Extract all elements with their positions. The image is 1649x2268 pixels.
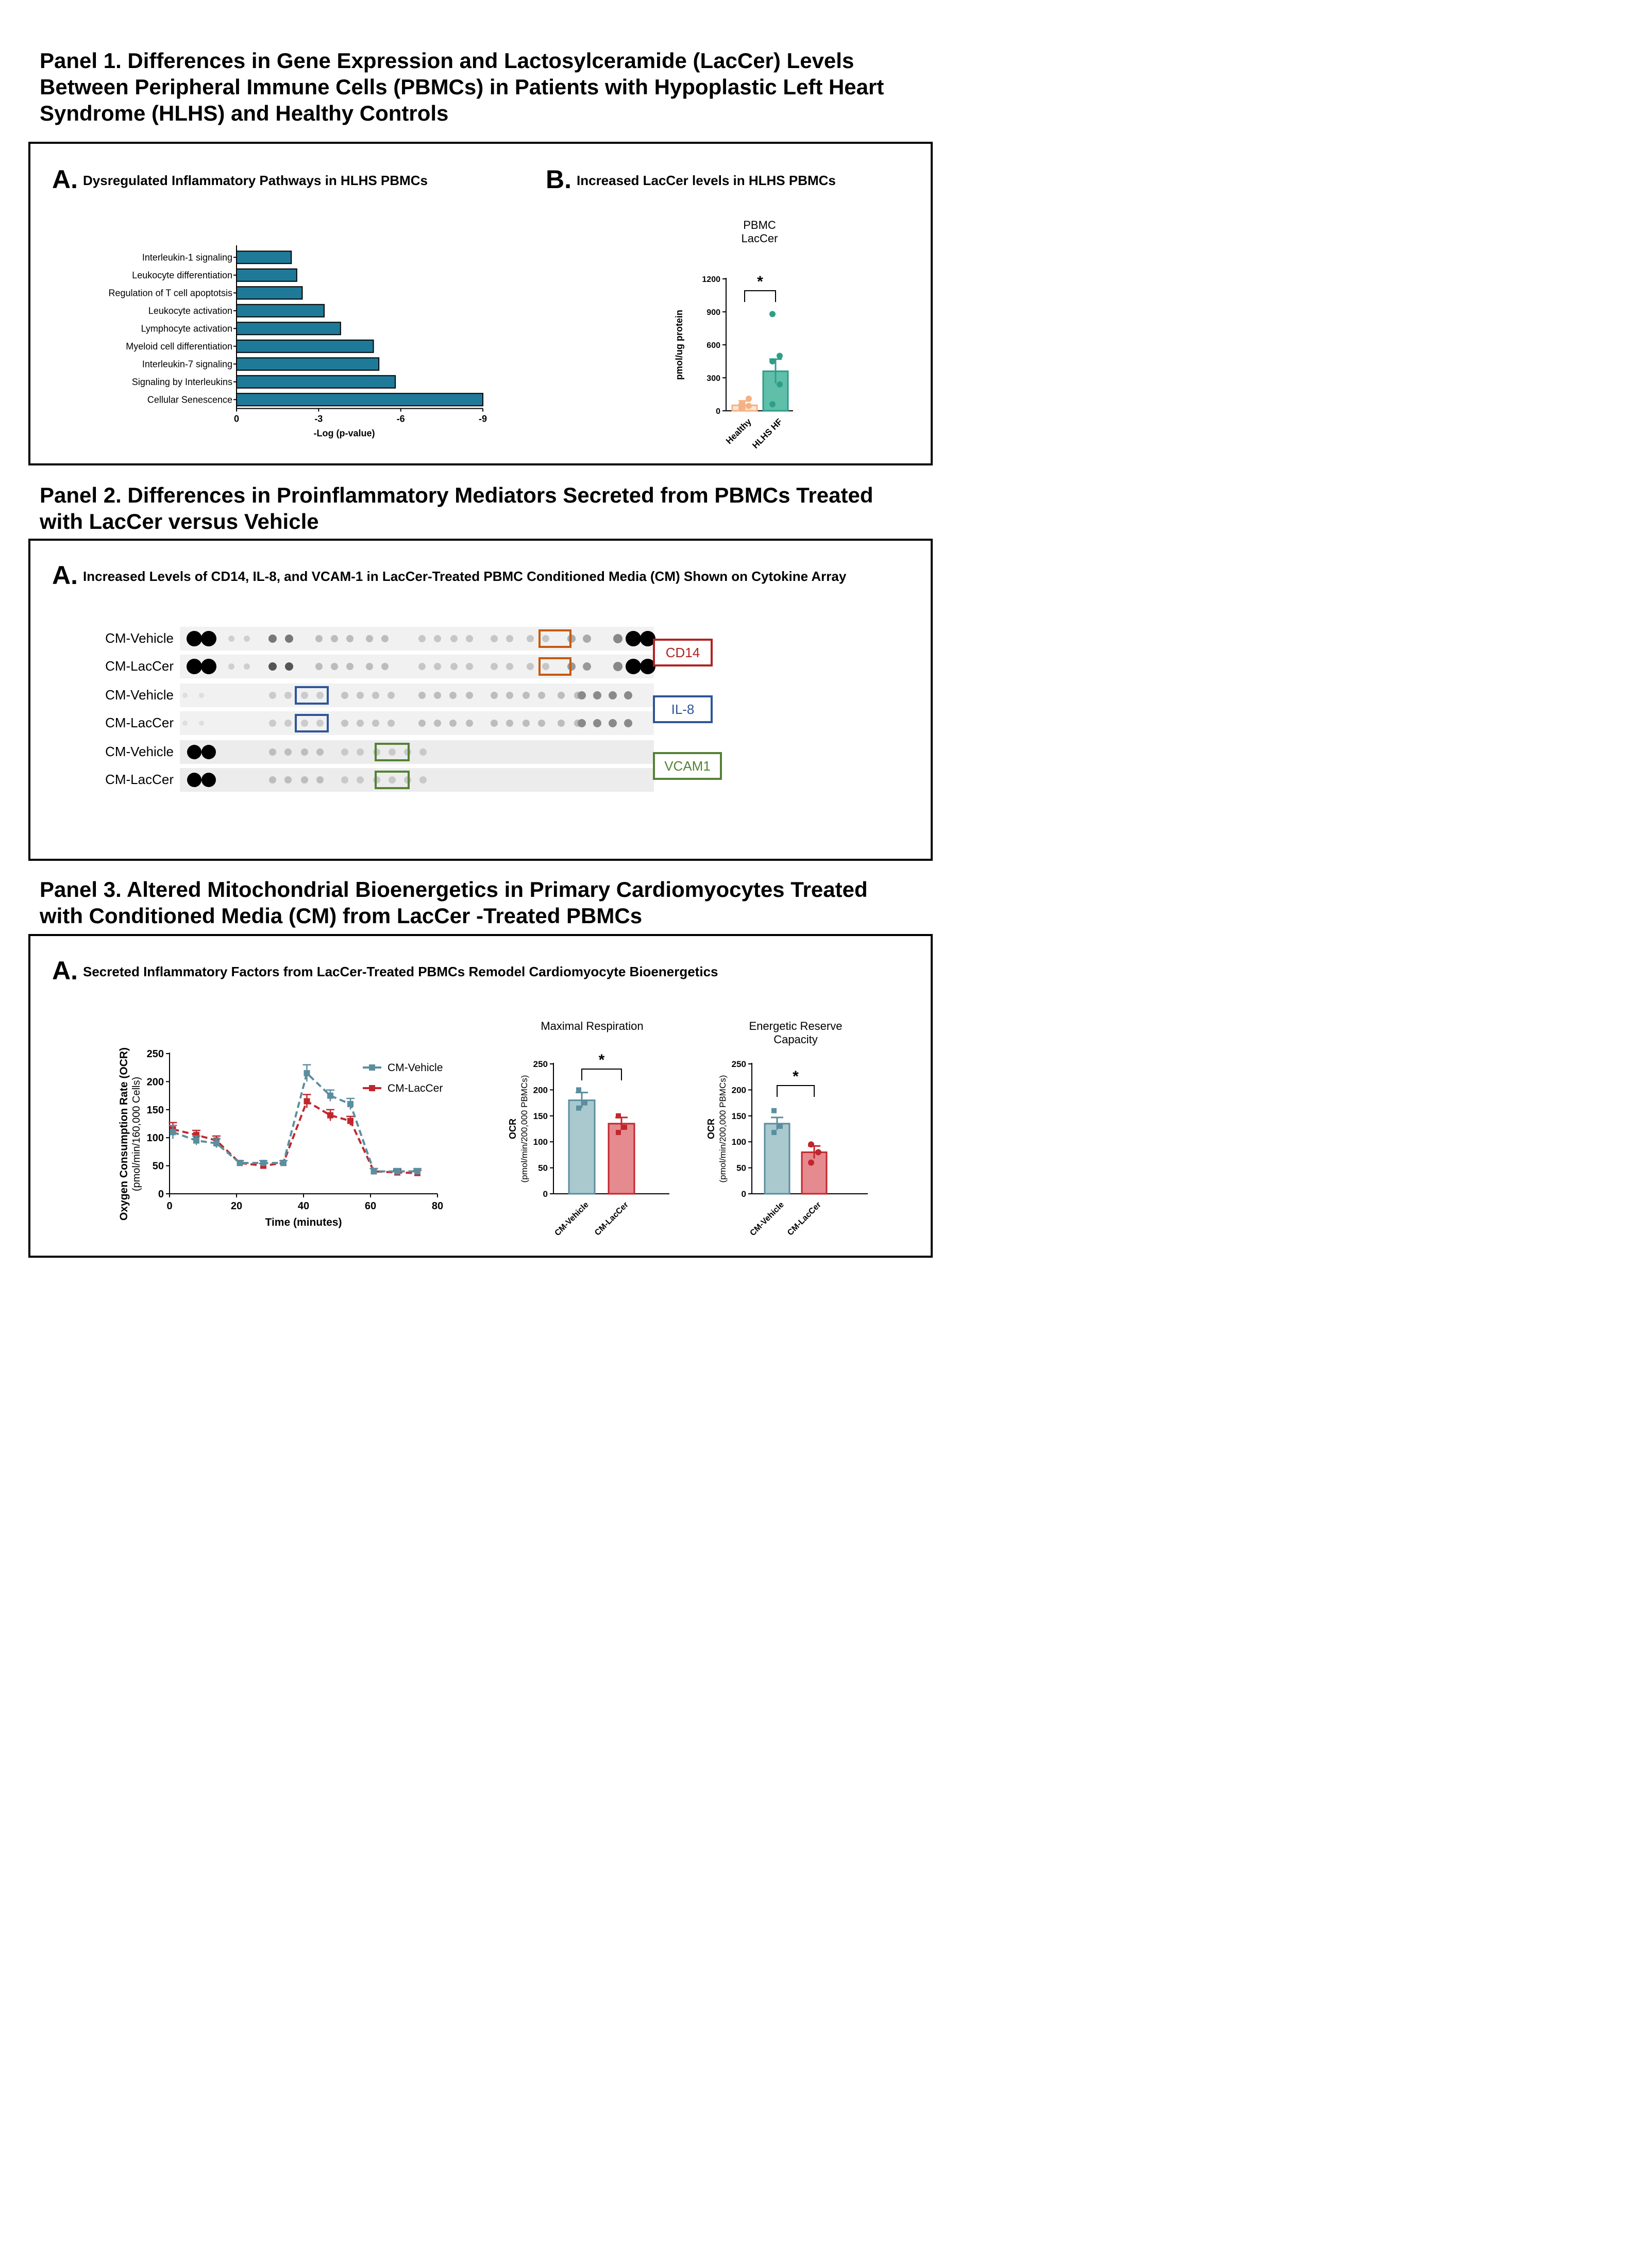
- blot-spot: [268, 662, 277, 671]
- y-tick-label: 100: [146, 1132, 164, 1144]
- blot-spot: [284, 776, 292, 783]
- data-point: [808, 1141, 814, 1147]
- blot-spot: [542, 663, 549, 670]
- blot-spot: [315, 635, 323, 642]
- laccer-bar-chart: [623, 216, 829, 458]
- significance-bracket: [582, 1069, 621, 1080]
- blot-strip: [180, 740, 654, 764]
- blot-spot: [434, 635, 441, 642]
- panel1b-label: [546, 164, 836, 194]
- blot-spot: [341, 748, 348, 756]
- y-tick-label: 0: [158, 1189, 164, 1200]
- blot-spot: [558, 720, 565, 727]
- significance-star: *: [757, 273, 763, 290]
- blot-spot: [449, 692, 457, 699]
- y-tick-label: 0: [741, 1189, 746, 1199]
- chart-title: Maximal Respiration: [541, 1020, 644, 1032]
- blot-spot: [418, 720, 426, 727]
- blot-spot: [527, 635, 534, 642]
- blot-spot: [187, 631, 202, 646]
- blot-spot: [331, 635, 338, 642]
- blot-spot: [341, 692, 348, 699]
- data-point: [778, 1124, 783, 1129]
- y-tick-label: 100: [533, 1137, 548, 1147]
- x-tick-label: 60: [364, 1200, 377, 1212]
- data-point: [771, 1108, 777, 1113]
- significance-bracket: [745, 291, 776, 302]
- pathway-bar: [237, 269, 297, 281]
- y-tick-label: 600: [706, 341, 720, 350]
- blot-spot: [316, 692, 324, 699]
- blot-spot: [284, 720, 292, 727]
- blot-spot: [357, 776, 364, 783]
- blot-spot: [578, 719, 586, 727]
- blot-spot: [583, 662, 591, 671]
- blot-spot: [187, 659, 202, 674]
- blot-spot: [434, 663, 441, 670]
- blot-spot: [523, 720, 530, 727]
- blot-spot: [434, 720, 441, 727]
- panel1b-letter: B.: [546, 165, 571, 194]
- x-tick-label: 80: [431, 1200, 444, 1212]
- data-point: [414, 1168, 420, 1174]
- cytokine-array: [30, 541, 803, 819]
- marker-label: CD14: [665, 645, 700, 660]
- pathways-x-tick-label: 0: [233, 413, 240, 424]
- blot-spot: [506, 663, 513, 670]
- blot-spot: [346, 663, 354, 670]
- blot-spot: [269, 748, 276, 756]
- data-point: [616, 1113, 621, 1119]
- blot-spot: [626, 659, 641, 674]
- blot-spot: [381, 635, 389, 642]
- blot-spot: [244, 663, 250, 670]
- bar: [569, 1100, 595, 1194]
- data-point: [771, 1130, 777, 1135]
- panel2-title: Panel 2. Differences in Proinflammatory Mediators Secreted from PBMCs Treated with LacCer versus Vehicle: [40, 483, 873, 533]
- data-point: [371, 1168, 377, 1174]
- ocr-time-line-chart: [61, 1013, 489, 1256]
- blot-spot: [389, 776, 396, 783]
- y-tick-label: 0: [716, 407, 720, 416]
- pathways-x-tick-label: -9: [478, 413, 487, 424]
- blot-spot: [418, 635, 426, 642]
- data-point: [576, 1106, 581, 1111]
- panel2-frame: [28, 539, 933, 861]
- blot-spot: [613, 662, 622, 671]
- y-axis-label: OCR: [508, 1119, 518, 1139]
- blot-spot: [301, 748, 308, 756]
- pathway-bar: [237, 251, 291, 263]
- pathway-bar: [237, 358, 379, 370]
- blot-spot: [285, 662, 293, 671]
- y-axis-label: OCR: [706, 1119, 716, 1139]
- x-tick-label: 40: [297, 1200, 310, 1212]
- y-tick-label: 50: [152, 1160, 164, 1172]
- blot-spot: [341, 720, 348, 727]
- blot-spot: [301, 692, 308, 699]
- blot-spot: [538, 720, 545, 727]
- blot-spot: [316, 720, 324, 727]
- blot-spot: [418, 663, 426, 670]
- data-point: [213, 1140, 220, 1146]
- y-axis-unit: (pmol/min/160,000 Cells): [131, 1076, 142, 1192]
- significance-star: *: [793, 1068, 799, 1085]
- marker-label: IL-8: [671, 702, 695, 717]
- blot-spot: [506, 720, 513, 727]
- blot-spot: [201, 773, 216, 787]
- blot-spot: [244, 636, 250, 642]
- blot-spot: [527, 663, 534, 670]
- chart-title: Capacity: [773, 1033, 818, 1046]
- y-tick-label: 100: [731, 1137, 746, 1147]
- data-point: [327, 1112, 333, 1119]
- blot-spot: [269, 692, 276, 699]
- panel1a-text: Dysregulated Inflammatory Pathways in HLHS PBMCs: [83, 173, 428, 188]
- y-tick-label: 200: [731, 1085, 746, 1095]
- pathways-x-axis-label: -Log (p-value): [313, 428, 375, 439]
- y-tick-label: 1200: [702, 275, 720, 284]
- pathway-label: Interleukin-1 signaling: [142, 252, 232, 263]
- pathway-bar: [237, 393, 483, 406]
- panel3a-label: [52, 956, 718, 986]
- blot-spot: [372, 720, 379, 727]
- panel3a-text: Secreted Inflammatory Factors from LacCer-Treated PBMCs Remodel Cardiomyocyte Bioenergetics: [83, 964, 718, 979]
- blot-spot: [613, 634, 622, 643]
- y-tick-label: 250: [533, 1059, 548, 1069]
- pathway-label: Signaling by Interleukins: [131, 376, 232, 387]
- series-line: [173, 1101, 418, 1173]
- panel3-frame: [28, 934, 933, 1258]
- blot-spot: [624, 691, 632, 699]
- blot-row-label: CM-LacCer: [105, 715, 174, 730]
- legend-swatch-marker: [369, 1064, 375, 1071]
- y-axis-label: pmol/ug protein: [674, 310, 684, 380]
- blot-spot: [434, 692, 441, 699]
- pathway-bar: [237, 287, 302, 299]
- blot-spot: [301, 720, 308, 727]
- data-point: [815, 1149, 821, 1155]
- blot-row-label: CM-Vehicle: [105, 630, 174, 646]
- data-point: [304, 1070, 310, 1076]
- y-axis-unit: (pmol/min/200,000 PBMCs): [718, 1075, 728, 1183]
- chart-title: PBMC: [743, 219, 776, 231]
- pathways-x-tick-label: -6: [396, 413, 405, 424]
- pathway-label: Regulation of T cell apoptotsis: [108, 288, 232, 298]
- pathway-bar: [237, 376, 395, 388]
- blot-spot: [419, 748, 427, 756]
- y-tick-label: 150: [533, 1111, 548, 1121]
- blot-spot: [187, 745, 201, 759]
- panel2a-text: Increased Levels of CD14, IL-8, and VCAM-1 in LacCer-Treated PBMC Conditioned Media (CM) Shown on Cytokine Array: [83, 569, 847, 584]
- blot-spot: [315, 663, 323, 670]
- y-tick-label: 300: [706, 374, 720, 383]
- y-tick-label: 0: [543, 1189, 548, 1199]
- blot-spot: [624, 719, 632, 727]
- data-point: [746, 396, 752, 402]
- data-point: [260, 1160, 266, 1166]
- data-point: [304, 1098, 310, 1104]
- y-tick-label: 50: [736, 1163, 746, 1173]
- blot-spot: [558, 692, 565, 699]
- x-axis-label: Time (minutes): [265, 1216, 342, 1228]
- y-tick-label: 50: [538, 1163, 548, 1173]
- x-tick-label: CM-LacCer: [786, 1200, 823, 1238]
- y-tick-label: 900: [706, 308, 720, 317]
- blot-spot: [201, 659, 216, 674]
- data-point: [738, 405, 745, 411]
- panel2a-letter: A.: [52, 561, 78, 590]
- blot-spot: [366, 663, 373, 670]
- blot-spot: [450, 663, 458, 670]
- data-point: [193, 1138, 199, 1144]
- panel1-title: Panel 1. Differences in Gene Expression and Lactosylceramide (LacCer) Levels Between Peripheral Immune Cells (PBMCs) in Patients with Hypoplastic Left Heart Syndrome (HLHS) and Healthy Controls: [40, 48, 884, 125]
- blot-row-label: CM-LacCer: [105, 658, 174, 674]
- chart-title: LacCer: [741, 232, 778, 245]
- blot-spot: [201, 631, 216, 646]
- blot-spot: [538, 692, 545, 699]
- bar: [765, 1124, 789, 1194]
- panel3-title: Panel 3. Altered Mitochondrial Bioenergetics in Primary Cardiomyocytes Treated with Conditioned Media (CM) from LacCer -Treated PBMCs: [40, 877, 868, 928]
- blot-row-label: CM-LacCer: [105, 772, 174, 787]
- pathway-bar: [237, 305, 324, 317]
- blot-row-label: CM-Vehicle: [105, 687, 174, 703]
- blot-spot: [419, 776, 427, 783]
- blot-spot: [578, 691, 586, 699]
- data-point: [769, 401, 776, 407]
- x-tick-label: 0: [166, 1200, 173, 1212]
- data-point: [746, 403, 752, 409]
- blot-spot: [284, 692, 292, 699]
- pathway-bar: [237, 340, 374, 353]
- bar: [609, 1124, 634, 1194]
- blot-spot: [593, 691, 601, 699]
- chart-title: Energetic Reserve: [749, 1020, 843, 1032]
- pathway-label: Myeloid cell differentiation: [126, 341, 232, 352]
- blot-spot: [346, 635, 354, 642]
- data-point: [394, 1168, 400, 1174]
- data-point: [280, 1160, 287, 1166]
- pathway-bar: [237, 322, 341, 335]
- panel1a-letter: A.: [52, 165, 78, 194]
- blot-spot: [466, 692, 473, 699]
- blot-spot: [357, 720, 364, 727]
- blot-spot: [388, 692, 395, 699]
- blot-spot: [491, 635, 498, 642]
- pathway-label: Interleukin-7 signaling: [142, 359, 232, 370]
- legend-swatch-marker: [369, 1085, 375, 1091]
- y-axis-label: Oxygen Consumption Rate (OCR): [118, 1047, 130, 1221]
- blot-spot: [466, 720, 473, 727]
- maximal-respiration-chart: [494, 1013, 680, 1256]
- pathway-label: Cellular Senescence: [147, 394, 232, 405]
- blot-spot: [199, 721, 204, 726]
- blot-spot: [301, 776, 308, 783]
- blot-spot: [389, 748, 396, 756]
- panel3a-letter: A.: [52, 956, 78, 985]
- data-point: [777, 381, 783, 388]
- y-tick-label: 150: [146, 1104, 164, 1116]
- blot-spot: [228, 663, 234, 670]
- y-axis-unit: (pmol/min/200,000 PBMCs): [519, 1075, 529, 1183]
- blot-spot: [609, 719, 617, 727]
- blot-spot: [182, 693, 188, 698]
- blot-spot: [269, 720, 276, 727]
- y-tick-label: 200: [146, 1076, 164, 1088]
- blot-spot: [609, 691, 617, 699]
- blot-spot: [450, 635, 458, 642]
- blot-spot: [187, 773, 201, 787]
- blot-spot: [491, 720, 498, 727]
- blot-spot: [506, 635, 513, 642]
- y-tick-label: 250: [146, 1048, 164, 1060]
- data-point: [237, 1160, 243, 1166]
- blot-spot: [284, 748, 292, 756]
- pathways-x-tick-label: -3: [314, 413, 323, 424]
- data-point: [808, 1160, 814, 1166]
- blot-spot: [466, 635, 473, 642]
- data-point: [170, 1129, 176, 1135]
- data-point: [347, 1118, 354, 1124]
- data-point: [582, 1100, 587, 1106]
- blot-spot: [626, 631, 641, 646]
- blot-spot: [228, 636, 234, 642]
- y-tick-label: 250: [731, 1059, 746, 1069]
- blot-spot: [388, 720, 395, 727]
- blot-spot: [199, 693, 204, 698]
- data-point: [576, 1087, 581, 1092]
- blot-spot: [523, 692, 530, 699]
- legend-label: CM-LacCer: [388, 1082, 443, 1094]
- blot-spot: [341, 776, 348, 783]
- blot-spot: [491, 663, 498, 670]
- data-point: [616, 1130, 621, 1135]
- data-point: [347, 1101, 354, 1107]
- x-tick-label: Healthy: [723, 416, 753, 446]
- x-tick-label: HLHS HF: [750, 416, 784, 451]
- blot-spot: [372, 692, 379, 699]
- x-tick-label: CM-Vehicle: [748, 1200, 786, 1238]
- blot-spot: [269, 776, 276, 783]
- x-tick-label: CM-LacCer: [593, 1200, 630, 1238]
- blot-spot: [316, 748, 324, 756]
- significance-star: *: [598, 1052, 605, 1069]
- blot-spot: [381, 663, 389, 670]
- legend-label: CM-Vehicle: [388, 1062, 443, 1074]
- blot-spot: [542, 635, 549, 642]
- blot-spot: [366, 635, 373, 642]
- panel1-frame: [28, 142, 933, 465]
- marker-label: VCAM1: [664, 758, 711, 774]
- blot-spot: [449, 720, 457, 727]
- blot-spot: [491, 692, 498, 699]
- pathways-bar-chart: [30, 144, 546, 463]
- data-point: [769, 358, 776, 364]
- blot-spot: [583, 635, 591, 643]
- blot-spot: [357, 692, 364, 699]
- blot-spot: [182, 721, 188, 726]
- blot-spot: [357, 748, 364, 756]
- x-tick-label: 20: [230, 1200, 243, 1212]
- blot-spot: [331, 663, 338, 670]
- blot-spot: [506, 692, 513, 699]
- blot-spot: [268, 635, 277, 643]
- blot-row-label: CM-Vehicle: [105, 744, 174, 759]
- energetic-reserve-chart: [693, 1013, 878, 1256]
- blot-spot: [466, 663, 473, 670]
- y-tick-label: 200: [533, 1085, 548, 1095]
- y-tick-label: 150: [731, 1111, 746, 1121]
- pathway-label: Leukocyte activation: [148, 305, 232, 316]
- data-point: [777, 353, 783, 359]
- blot-strip: [180, 768, 654, 792]
- x-tick-label: CM-Vehicle: [553, 1200, 591, 1238]
- pathway-label: Leukocyte differentiation: [132, 270, 232, 280]
- blot-spot: [418, 692, 426, 699]
- significance-bracket: [777, 1086, 814, 1097]
- data-point: [327, 1093, 333, 1099]
- blot-spot: [285, 635, 293, 643]
- data-point: [622, 1125, 627, 1130]
- blot-spot: [201, 745, 216, 759]
- blot-spot: [316, 776, 324, 783]
- pathway-label: Lymphocyte activation: [141, 323, 232, 334]
- blot-spot: [593, 719, 601, 727]
- data-point: [769, 311, 776, 317]
- panel1b-text: Increased LacCer levels in HLHS PBMCs: [577, 173, 836, 188]
